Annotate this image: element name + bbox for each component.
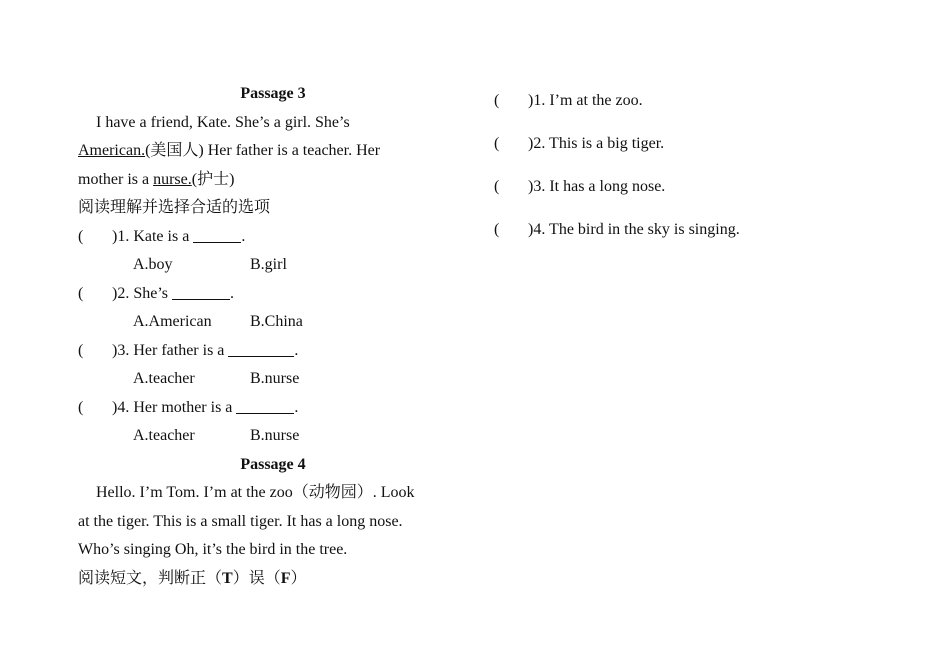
question-4 [78, 394, 468, 423]
word-american: American. [78, 142, 146, 159]
passage3-instruction: 阅读理解并选择合适的选项 [78, 199, 271, 216]
word-nurse: nurse. [153, 170, 192, 188]
instruction-start: 阅读短文，判断正（ [78, 569, 223, 587]
question-1-options [78, 251, 468, 280]
question-end: . [294, 341, 299, 359]
passage3-line-2-rest: (美国人) Her father is a teacher. Her [145, 142, 381, 159]
option-a: A.teacher [133, 370, 195, 387]
question-text: )2. She’s [112, 284, 168, 302]
judgment-1 [494, 88, 914, 131]
judgment-text: )4. The bird in the sky is singing. [528, 221, 740, 238]
right-column [494, 88, 914, 260]
true-mark: T [222, 569, 233, 587]
answer-paren: ( [494, 178, 500, 195]
question-end: . [241, 227, 246, 245]
passage3-line-1: I have a friend, Kate. She’s a girl. She’s [96, 113, 350, 131]
judgment-3 [494, 174, 914, 217]
question-end: . [230, 284, 234, 302]
answer-paren: ( [78, 227, 84, 245]
judgment-4 [494, 217, 914, 260]
passage3-line-3-rest: (护士) [191, 170, 235, 188]
passage4-line-3: Who’s singing Oh, it’s the bird in the tree. [78, 541, 348, 558]
passage3-title: Passage 3 [240, 85, 306, 102]
passage4-line-1: Hello. I’m Tom. I’m at the zoo（动物园）. Look [96, 484, 415, 501]
instruction-end: ） [290, 569, 307, 587]
question-2 [78, 280, 468, 309]
question-text: )4. Her mother is a [112, 398, 233, 416]
option-a: A.American [133, 313, 212, 330]
option-b: B.nurse [250, 370, 300, 387]
option-b: B.China [250, 313, 303, 330]
option-b: B.girl [250, 256, 287, 273]
passage3-line-2 [78, 137, 468, 166]
option-a: A.teacher [133, 427, 195, 444]
passage4-line-2: at the tiger. This is a small tiger. It has a long nose. [78, 512, 403, 530]
answer-blank [236, 397, 294, 414]
option-b: B.nurse [250, 427, 300, 444]
question-1 [78, 223, 468, 252]
answer-paren: ( [494, 92, 500, 109]
answer-blank [228, 340, 294, 357]
answer-paren: ( [78, 341, 84, 359]
left-column [78, 80, 468, 593]
answer-paren: ( [78, 284, 84, 302]
answer-blank [193, 226, 241, 243]
question-end: . [294, 398, 299, 416]
instruction-middle: ）误（ [232, 569, 281, 587]
answer-paren: ( [78, 398, 84, 416]
answer-blank [172, 283, 230, 300]
question-2-options [78, 308, 468, 337]
judgment-text: )3. It has a long nose. [528, 178, 666, 195]
answer-paren: ( [494, 135, 500, 152]
passage4-title: Passage 4 [240, 455, 306, 473]
question-4-options [78, 422, 468, 451]
passage4-instruction [78, 565, 468, 594]
question-text: )1. Kate is a [112, 227, 190, 245]
false-mark: F [280, 569, 291, 587]
question-text: )3. Her father is a [112, 341, 225, 359]
answer-paren: ( [494, 221, 500, 238]
passage3-line-3 [78, 166, 468, 195]
question-3 [78, 337, 468, 366]
judgment-text: )1. I’m at the zoo. [528, 92, 643, 109]
judgment-2 [494, 131, 914, 174]
judgment-text: )2. This is a big tiger. [528, 135, 665, 152]
passage3-line-3-start: mother is a [78, 170, 154, 188]
question-3-options [78, 365, 468, 394]
option-a: A.boy [133, 256, 173, 273]
